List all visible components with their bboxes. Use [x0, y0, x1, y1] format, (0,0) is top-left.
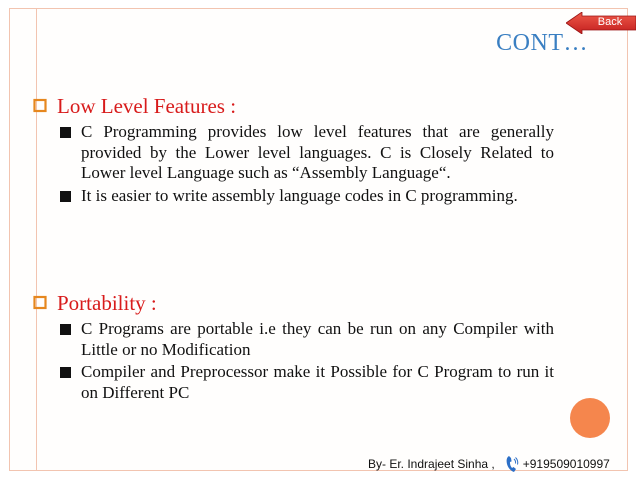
footer — [368, 455, 610, 473]
list-item — [33, 319, 554, 360]
section-heading-row — [33, 291, 554, 315]
footer-phone: +919509010997 — [522, 457, 610, 471]
list-item — [33, 122, 554, 184]
sub-list — [33, 319, 554, 403]
section-heading-row — [33, 94, 554, 118]
section-portability — [33, 291, 554, 405]
decorative-orange-circle — [570, 398, 610, 438]
square-bullet-icon — [60, 127, 71, 138]
list-item-text: It is easier to write assembly language codes in C programming. — [81, 185, 518, 205]
sub-list — [33, 122, 554, 206]
footer-author: By- Er. Indrajeet Sinha , — [368, 457, 495, 471]
hollow-square-bullet-icon — [33, 98, 47, 114]
square-bullet-icon — [60, 191, 71, 202]
section-low-level-features — [33, 94, 554, 208]
back-button-label: Back — [597, 16, 623, 28]
list-item — [33, 362, 554, 403]
section-heading: Portability : — [57, 291, 157, 315]
list-item-text: Compiler and Preprocessor make it Possible for C Program to run it on Different PC — [81, 362, 554, 402]
hollow-square-bullet-icon — [33, 295, 47, 311]
list-item — [33, 186, 554, 207]
slide-title: CONT… — [496, 30, 588, 56]
list-item-text: C Programs are portable i.e they can be run on any Compiler with Little or no Modification — [81, 319, 554, 359]
section-heading: Low Level Features : — [57, 94, 237, 118]
square-bullet-icon — [60, 367, 71, 378]
square-bullet-icon — [60, 324, 71, 335]
list-item-text: C Programming provides low level features that are generally provided by the Lower level languages. C is Closely Related to Lower level Language such as “Assembly Language“. — [81, 122, 554, 182]
phone-icon — [505, 455, 519, 473]
